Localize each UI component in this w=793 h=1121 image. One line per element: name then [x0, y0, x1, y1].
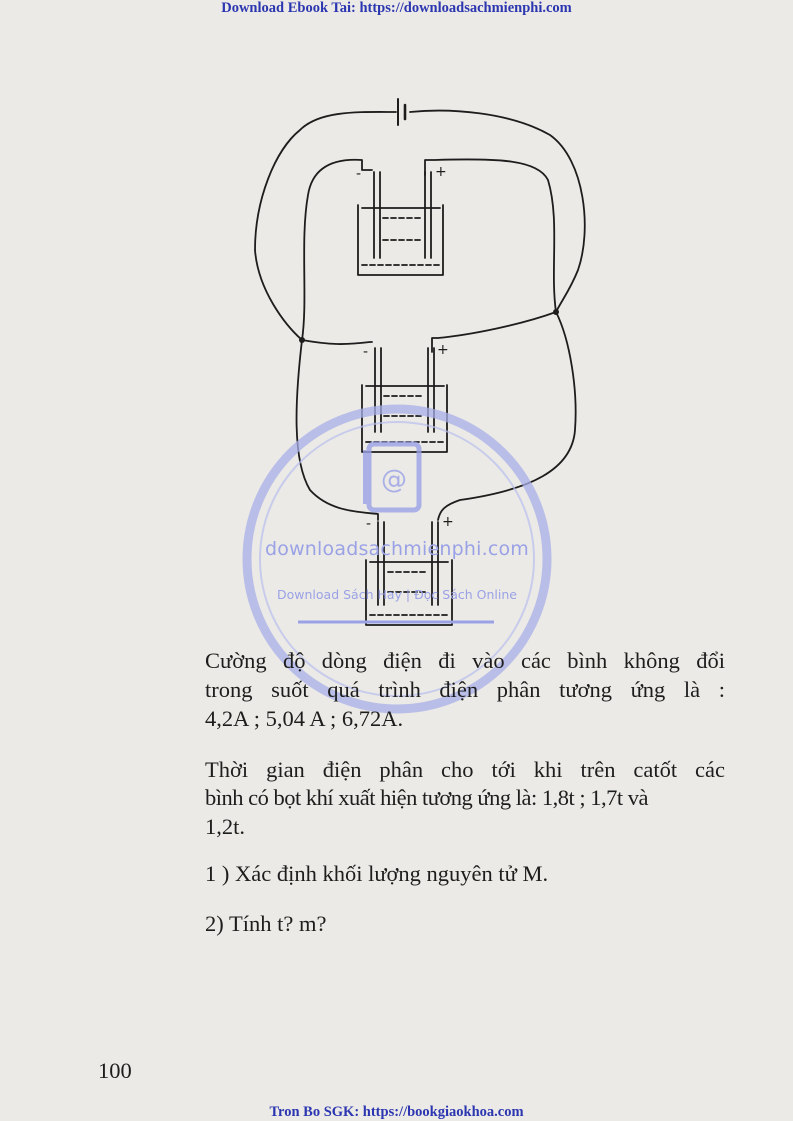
- paragraph-2-line-1: Thời gian điện phân cho tới khi trên catốt các: [205, 757, 725, 782]
- cell2-cathode-sign: -: [363, 344, 369, 360]
- footer-link[interactable]: Tron Bo SGK: https://bookgiaokhoa.com: [269, 1104, 524, 1120]
- paragraph-1-line-1: Cường độ dòng điện đi vào các bình không đổi: [205, 648, 725, 673]
- paragraph-1-line-3: 4,2A ; 5,04 A ; 6,72A.: [205, 706, 404, 731]
- cell2-anode-sign: +: [437, 342, 449, 358]
- svg-text:@: @: [381, 465, 407, 495]
- header-download-link[interactable]: Download Ebook Tai: https://downloadsachmienphi.com: [221, 0, 572, 16]
- page-number: 100: [98, 1058, 132, 1083]
- cell3-cathode-sign: -: [366, 516, 372, 532]
- watermark-tagline: Download Sách Hay | Đọc Sách Online: [277, 587, 517, 602]
- question-1: 1 ) Xác định khối lượng nguyên tử M.: [205, 861, 549, 886]
- book-at-icon: [363, 444, 419, 510]
- cell1-cathode-sign: -: [356, 166, 362, 182]
- paragraph-2-line-2: bình có bọt khí xuất hiện tương ứng là: 1,8t ; 1,7t và: [205, 785, 648, 810]
- wire-cell2-cathode: [302, 340, 372, 344]
- wire-cell1-cathode: [302, 160, 372, 340]
- wire-outer-right: [410, 111, 585, 312]
- question-2: 2) Tính t? m?: [205, 911, 327, 936]
- junction-left: [299, 337, 305, 343]
- watermark-site: downloadsachmienphi.com: [264, 538, 530, 560]
- cell1-anode-sign: +: [435, 164, 447, 180]
- wire-cell1-anode: [425, 159, 556, 312]
- paragraph-2-line-3: 1,2t.: [205, 814, 246, 839]
- cell3-anode-sign: +: [442, 514, 454, 530]
- paragraph-1-line-2: trong suốt quá trình điện phân tương ứng là :: [205, 677, 725, 702]
- wire-cell2-anode: [432, 312, 556, 352]
- junction-right: [553, 309, 559, 315]
